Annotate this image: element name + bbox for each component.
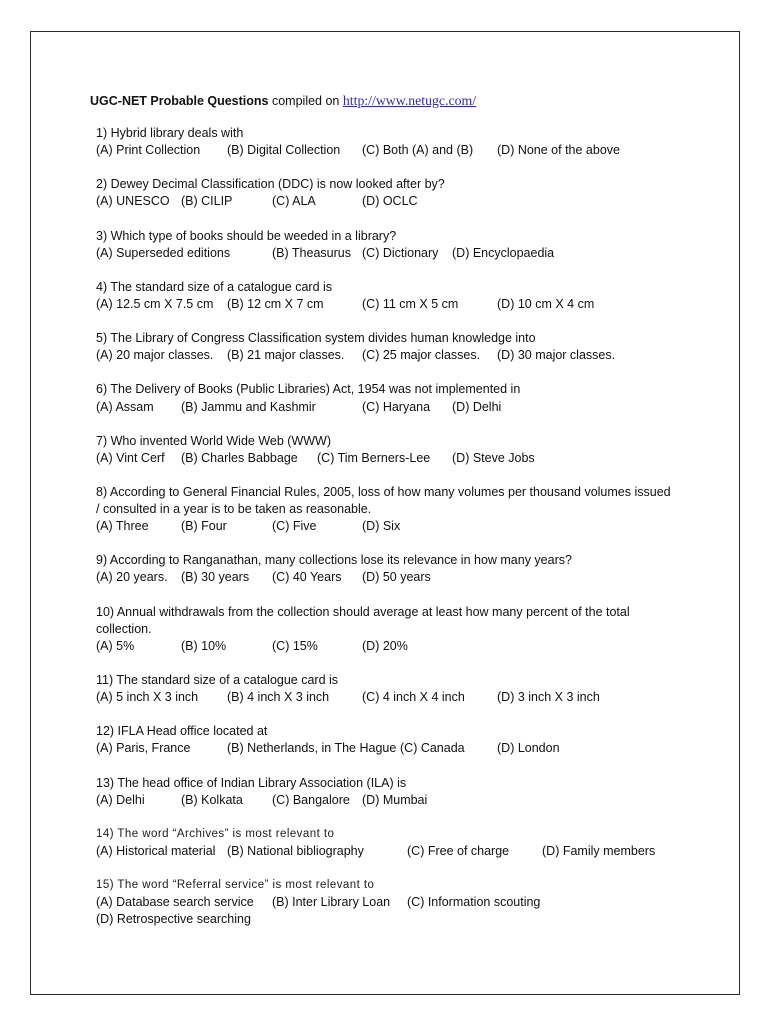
option-c: (C) Haryana bbox=[362, 399, 431, 414]
source-link[interactable]: http://www.netugc.com/ bbox=[342, 93, 477, 108]
options-row bbox=[96, 450, 736, 467]
question-text-continued: / consulted in a year is to be taken as reasonable. bbox=[96, 502, 372, 517]
question-text: 10) Annual withdrawals from the collection should average at least how many percent of the total bbox=[96, 604, 630, 619]
question-2 bbox=[96, 176, 736, 210]
options-row bbox=[96, 296, 736, 313]
question-text: 9) According to Ranganathan, many collections lose its relevance in how many years? bbox=[96, 553, 572, 568]
option-b: (B) CILIP bbox=[181, 194, 233, 209]
option-d: (D) London bbox=[497, 741, 560, 756]
options-row bbox=[96, 569, 736, 586]
option-d: (D) 10 cm X 4 cm bbox=[497, 296, 595, 311]
question-12 bbox=[96, 723, 736, 757]
options-row bbox=[96, 792, 736, 809]
title-bold: UGC-NET Probable Questions bbox=[90, 94, 269, 108]
options-row bbox=[96, 894, 736, 911]
option-a: (A) Assam bbox=[96, 399, 154, 414]
option-a: (A) Vint Cerf bbox=[96, 450, 165, 465]
question-5 bbox=[96, 330, 736, 364]
option-c: (C) Five bbox=[272, 519, 317, 534]
question-text: 6) The Delivery of Books (Public Libraries) Act, 1954 was not implemented in bbox=[96, 382, 521, 397]
question-text: 7) Who invented World Wide Web (WWW) bbox=[96, 433, 332, 448]
options-row bbox=[96, 843, 736, 860]
option-d: (D) 30 major classes. bbox=[497, 348, 616, 363]
option-d: (D) Delhi bbox=[452, 399, 502, 414]
question-text-continued: collection. bbox=[96, 621, 152, 636]
option-c: (C) 40 Years bbox=[272, 570, 342, 585]
option-d: (D) 20% bbox=[362, 638, 408, 653]
option-d: (D) 50 years bbox=[362, 570, 431, 585]
option-c: (C) Bangalore bbox=[272, 792, 350, 807]
question-1 bbox=[96, 125, 736, 159]
options-row bbox=[96, 518, 736, 535]
title-compiled-on: compiled on bbox=[271, 94, 340, 108]
question-4 bbox=[96, 279, 736, 313]
question-text: 1) Hybrid library deals with bbox=[96, 126, 244, 140]
option-b: (B) Digital Collection bbox=[227, 143, 341, 158]
option-b: (B) Netherlands, in The Hague bbox=[227, 741, 397, 756]
option-b: (B) National bibliography bbox=[227, 843, 364, 858]
option-c: (C) 11 cm X 5 cm bbox=[362, 296, 459, 311]
option-d: (D) OCLC bbox=[362, 194, 418, 209]
option-b: (B) Four bbox=[181, 519, 227, 534]
option-c: (C) Canada bbox=[400, 741, 465, 756]
document-title bbox=[90, 92, 476, 110]
option-c: (C) 15% bbox=[272, 638, 318, 653]
option-a: (A) 20 years. bbox=[96, 570, 168, 585]
option-c: (C) Both (A) and (B) bbox=[362, 143, 474, 158]
question-text: 11) The standard size of a catalogue card is bbox=[96, 673, 339, 687]
option-c: (C) Free of charge bbox=[407, 843, 510, 858]
question-9 bbox=[96, 552, 736, 586]
options-row bbox=[96, 689, 736, 706]
options-row bbox=[96, 399, 736, 416]
question-text: 12) IFLA Head office located at bbox=[96, 724, 268, 739]
question-list bbox=[96, 125, 736, 946]
option-c: (C) Tim Berners-Lee bbox=[317, 450, 431, 465]
option-b: (B) Charles Babbage bbox=[181, 450, 298, 465]
option-b: (B) Kolkata bbox=[181, 792, 243, 807]
option-d: (D) Steve Jobs bbox=[452, 450, 535, 465]
option-a: (A) 5% bbox=[96, 638, 135, 653]
option-a: (A) 12.5 cm X 7.5 cm bbox=[96, 296, 214, 311]
option-d: (D) Mumbai bbox=[362, 792, 428, 807]
option-b: (B) 12 cm X 7 cm bbox=[227, 296, 324, 311]
option-b: (B) Theasurus bbox=[272, 245, 351, 260]
option-c: (C) 4 inch X 4 inch bbox=[362, 690, 465, 705]
option-c: (C) ALA bbox=[272, 194, 316, 209]
question-3 bbox=[96, 228, 736, 262]
option-a: (A) Database search service bbox=[96, 895, 254, 910]
option-d: (D) Retrospective searching bbox=[96, 912, 251, 927]
option-a: (A) Delhi bbox=[96, 792, 145, 807]
option-a: (A) Paris, France bbox=[96, 741, 191, 756]
question-text: 4) The standard size of a catalogue card is bbox=[96, 279, 333, 294]
option-a: (A) UNESCO bbox=[96, 194, 170, 209]
question-text: 15) The word “Referral service” is most relevant to bbox=[96, 879, 375, 892]
option-b: (B) 30 years bbox=[181, 570, 250, 585]
options-row bbox=[96, 193, 736, 210]
question-text: 3) Which type of books should be weeded in a library? bbox=[96, 228, 397, 243]
option-b: (B) Inter Library Loan bbox=[272, 895, 391, 910]
option-c: (C) 25 major classes. bbox=[362, 348, 481, 363]
question-13 bbox=[96, 775, 736, 809]
option-a: (A) Superseded editions bbox=[96, 245, 231, 260]
option-b: (B) 21 major classes. bbox=[227, 348, 345, 363]
question-10 bbox=[96, 604, 736, 655]
question-6 bbox=[96, 381, 736, 415]
question-8 bbox=[96, 484, 736, 535]
question-11 bbox=[96, 672, 736, 706]
option-b: (B) 4 inch X 3 inch bbox=[227, 690, 330, 705]
options-row bbox=[96, 245, 736, 262]
question-text: 5) The Library of Congress Classification system divides human knowledge into bbox=[96, 331, 536, 346]
question-7 bbox=[96, 433, 736, 467]
option-d: (D) Encyclopaedia bbox=[452, 245, 555, 260]
option-d: (D) Six bbox=[362, 519, 401, 534]
option-d: (D) None of the above bbox=[497, 143, 620, 158]
options-row bbox=[96, 142, 736, 159]
option-d: (D) 3 inch X 3 inch bbox=[497, 690, 600, 705]
option-a: (A) Historical material bbox=[96, 843, 216, 858]
option-a: (A) 5 inch X 3 inch bbox=[96, 690, 199, 705]
option-d: (D) Family members bbox=[542, 843, 656, 858]
question-14 bbox=[96, 826, 736, 860]
option-a: (A) Three bbox=[96, 519, 149, 534]
option-c: (C) Information scouting bbox=[407, 895, 541, 910]
options-row bbox=[96, 740, 736, 757]
option-a: (A) Print Collection bbox=[96, 143, 201, 158]
options-row bbox=[96, 638, 736, 655]
option-a: (A) 20 major classes. bbox=[96, 348, 214, 363]
question-text: 13) The head office of Indian Library Association (ILA) is bbox=[96, 775, 407, 790]
question-text: 8) According to General Financial Rules, 2005, loss of how many volumes per thousand volumes issued bbox=[96, 484, 671, 499]
question-15 bbox=[96, 877, 736, 928]
options-row bbox=[96, 347, 736, 364]
options-row-continued bbox=[96, 911, 736, 928]
option-b: (B) Jammu and Kashmir bbox=[181, 399, 316, 414]
option-c: (C) Dictionary bbox=[362, 245, 439, 260]
question-text: 14) The word “Archives” is most relevant to bbox=[96, 827, 335, 840]
option-b: (B) 10% bbox=[181, 638, 227, 653]
question-text: 2) Dewey Decimal Classification (DDC) is now looked after by? bbox=[96, 177, 445, 192]
